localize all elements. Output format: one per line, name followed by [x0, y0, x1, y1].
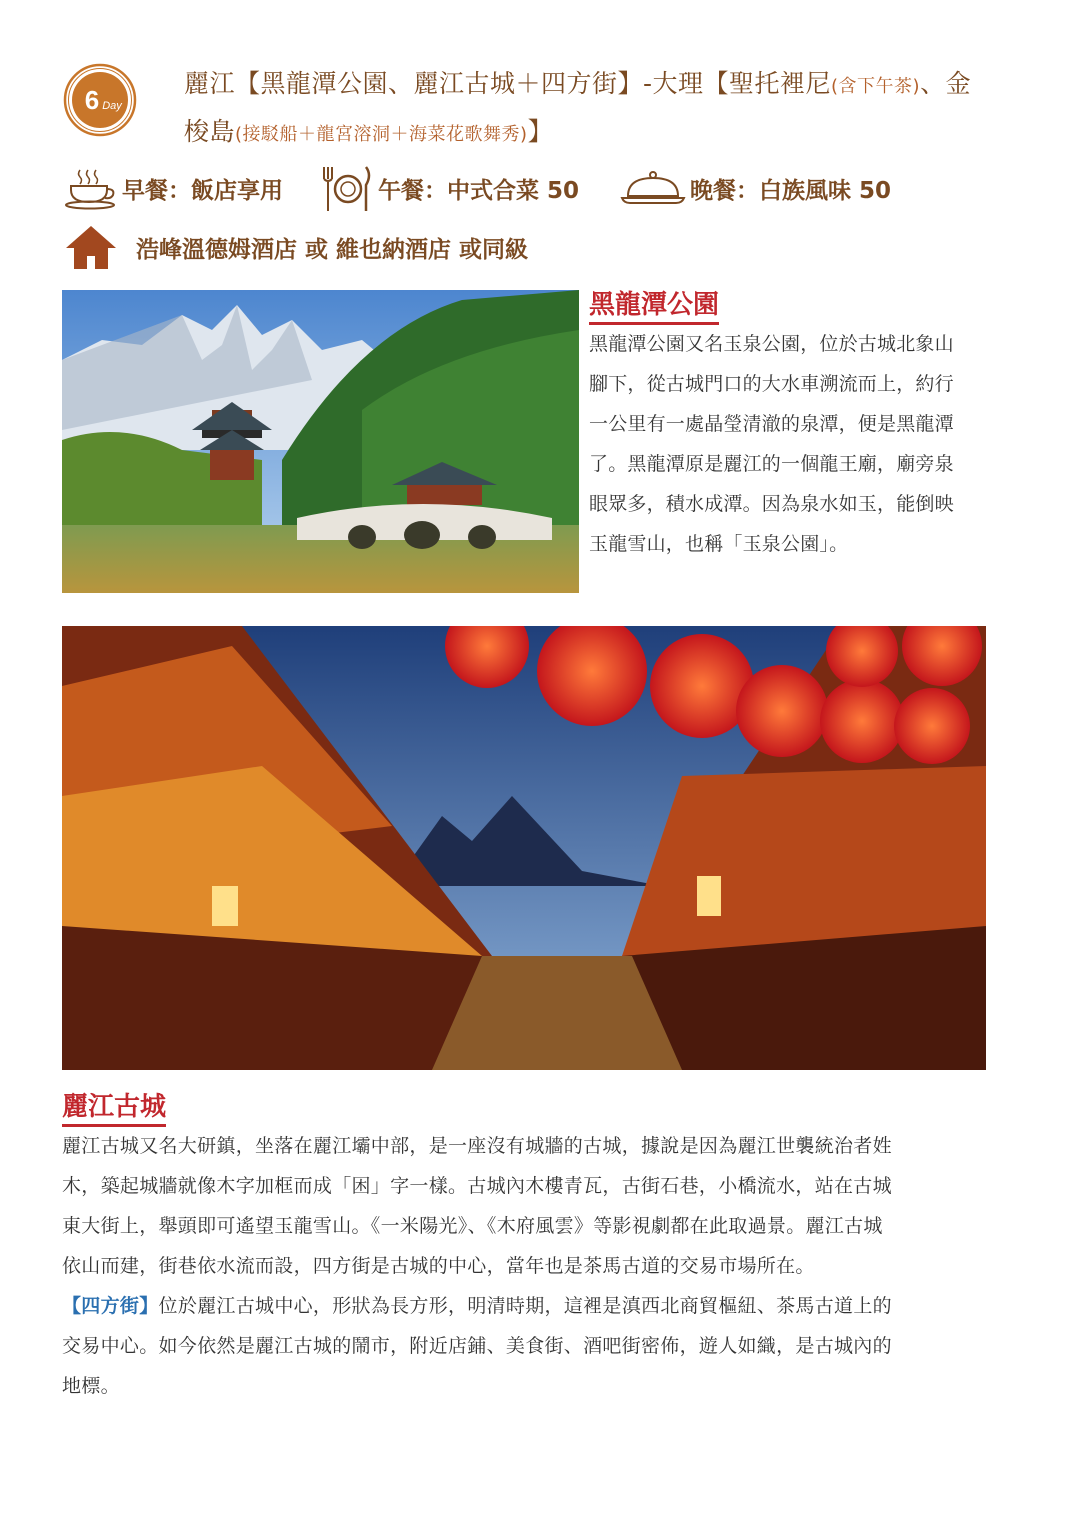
cloche-icon: [620, 168, 686, 208]
black-dragon-pool-heading: 黑龍潭公園: [589, 290, 720, 320]
title-note-2: (接駁船＋龍宮溶洞＋海菜花歌舞秀): [235, 124, 528, 145]
body-line: 麗江古城又名大研鎮，坐落在麗江壩中部，是一座沒有城牆的古城，據說是因為麗江世襲統治者姓: [62, 1135, 892, 1157]
body-line: 依山而建，街巷依水流而設，四方街是古城的中心，當年也是茶馬古道的交易市場所在。: [62, 1255, 815, 1277]
dinner-item: [620, 160, 891, 216]
title-note-1: (含下午茶): [831, 76, 921, 97]
lunch-item: [320, 160, 579, 216]
dinner-label: 晚餐：白族風味 50: [690, 177, 892, 204]
breakfast-label: 早餐：飯店享用: [122, 177, 283, 204]
sifang-street-line: [62, 1286, 1002, 1326]
plate-fork-knife-icon: [320, 163, 374, 213]
body-line: 地標。: [62, 1375, 120, 1397]
body-line: 交易中心。如今依然是麗江古城的鬧市，附近店鋪、美食街、酒吧街密佈，遊人如織，是古城內的: [62, 1335, 892, 1357]
body-line: 眼眾多，積水成潭。因為泉水如玉，能倒映: [589, 493, 954, 515]
lijiang-old-town-photo: [62, 626, 986, 1070]
title-main-2: 梭島: [184, 117, 236, 146]
day-title-line-1: [184, 64, 971, 100]
section-1-body: [589, 324, 1009, 564]
hotel-label: 浩峰溫德姆酒店 或 維也納酒店 或同級: [136, 236, 529, 263]
sifang-street-label: 【四方街】: [62, 1295, 159, 1317]
body-line: 玉龍雪山，也稱「玉泉公園」。: [589, 533, 849, 555]
day-badge-icon: [62, 62, 138, 138]
home-icon: [64, 224, 118, 270]
body-line: 腳下，從古城門口的大水車溯流而上，約行: [589, 373, 954, 395]
section-2-body: [62, 1126, 1002, 1406]
lunch-label: 午餐：中式合菜 50: [378, 177, 580, 204]
body-line: 了。黑龍潭原是麗江的一個龍王廟，廟旁泉: [589, 453, 954, 475]
day-badge: [62, 62, 138, 138]
body-line: 木，築起城牆就像木字加框而成「困」字一樣。古城內木樓青瓦，古街石巷，小橋流水，站在古城: [62, 1175, 892, 1197]
coffee-cup-icon: [64, 166, 118, 210]
day-suffix: Day: [102, 100, 122, 112]
black-dragon-pool-photo: [62, 290, 579, 593]
day-number: 6: [84, 85, 100, 115]
body-text: 位於麗江古城中心，形狀為長方形，明清時期，這裡是滇西北商貿樞紐、茶馬古道上的: [158, 1295, 892, 1317]
title-end-2: 】: [527, 117, 554, 146]
body-line: 一公里有一處晶瑩清澈的泉潭，便是黑龍潭: [589, 413, 954, 435]
body-line: 東大街上，舉頭即可遙望玉龍雪山。《一米陽光》、《木府風雲》等影視劇都在此取過景。麗江古城: [62, 1215, 883, 1237]
meals-row: [64, 160, 1024, 216]
section-2-title: [62, 1086, 166, 1127]
title-end-1: 、金: [920, 69, 972, 98]
body-line: 黑龍潭公園又名玉泉公園，位於古城北象山: [589, 333, 954, 355]
title-main-1: 麗江【黑龍潭公園、麗江古城＋四方街】-大理【聖托裡尼: [184, 69, 832, 98]
hotel-row: [64, 222, 764, 272]
day-title-line-2: [184, 112, 553, 148]
lijiang-old-town-heading: 麗江古城: [62, 1092, 167, 1122]
section-1-title: [589, 284, 719, 325]
breakfast-item: [64, 160, 283, 216]
